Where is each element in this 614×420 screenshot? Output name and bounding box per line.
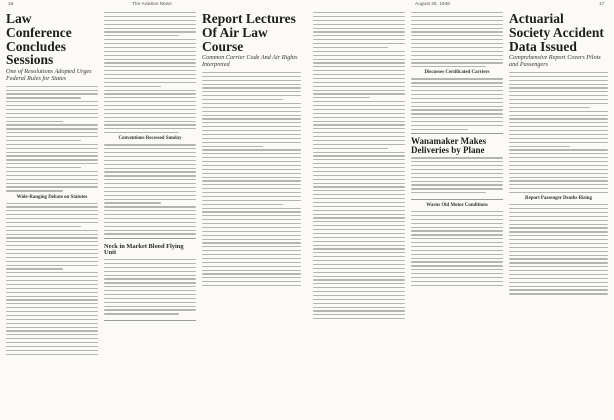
law-conference-deck: One of Resolutions Adopted Urges Federal Rules for States	[6, 68, 92, 82]
wanamaker-box	[411, 133, 503, 200]
passenger-deaths-subhead: Report Passenger Deaths Rising	[525, 196, 592, 202]
report-lectures-body	[202, 72, 301, 286]
wanamaker-headline: Wanamaker Makes Deliveries by Plane	[411, 136, 487, 156]
report-lectures-deck: Common Carrier Code And Air Rights Interpreted	[202, 54, 298, 69]
right-folio: 17	[599, 2, 605, 7]
right-date-line: August 26, 1946	[415, 2, 450, 7]
wide-ranging-subhead: Wide-Ranging Debate on Statutes	[16, 194, 88, 200]
law-conference-body	[6, 86, 98, 192]
law-conference-headline: Law Conference Concludes Sessions	[6, 12, 72, 68]
left-column-1	[6, 12, 98, 416]
report-lectures-headline: Report Lectures Of Air Law Course	[202, 12, 296, 54]
left-column-2	[104, 12, 196, 416]
neck-in-market-box	[104, 238, 196, 322]
right-column-3	[509, 12, 608, 416]
left-folio: 16	[8, 2, 14, 7]
left-column-3	[202, 12, 301, 416]
actuarial-society-headline: Actuarial Society Accident Data Issued	[509, 12, 604, 54]
right-column-1	[313, 12, 405, 416]
actuarial-society-body	[509, 72, 608, 193]
old-motor-subhead: Warns Old Motor Conditions	[426, 203, 488, 209]
neck-in-market-headline: Neck in Market Blood Flying Unit	[104, 242, 184, 257]
certificated-carriers-subhead: Discusses Certificated Carriers	[424, 70, 490, 76]
conventions-subhead: Conventions Recessed Sunday	[118, 136, 182, 142]
actuarial-society-deck: Comprehensive Report Covers Pilots and Passengers	[509, 54, 601, 69]
left-running-title: The Aviation News	[132, 2, 172, 7]
right-column-2	[411, 12, 503, 416]
right-page	[307, 0, 614, 420]
